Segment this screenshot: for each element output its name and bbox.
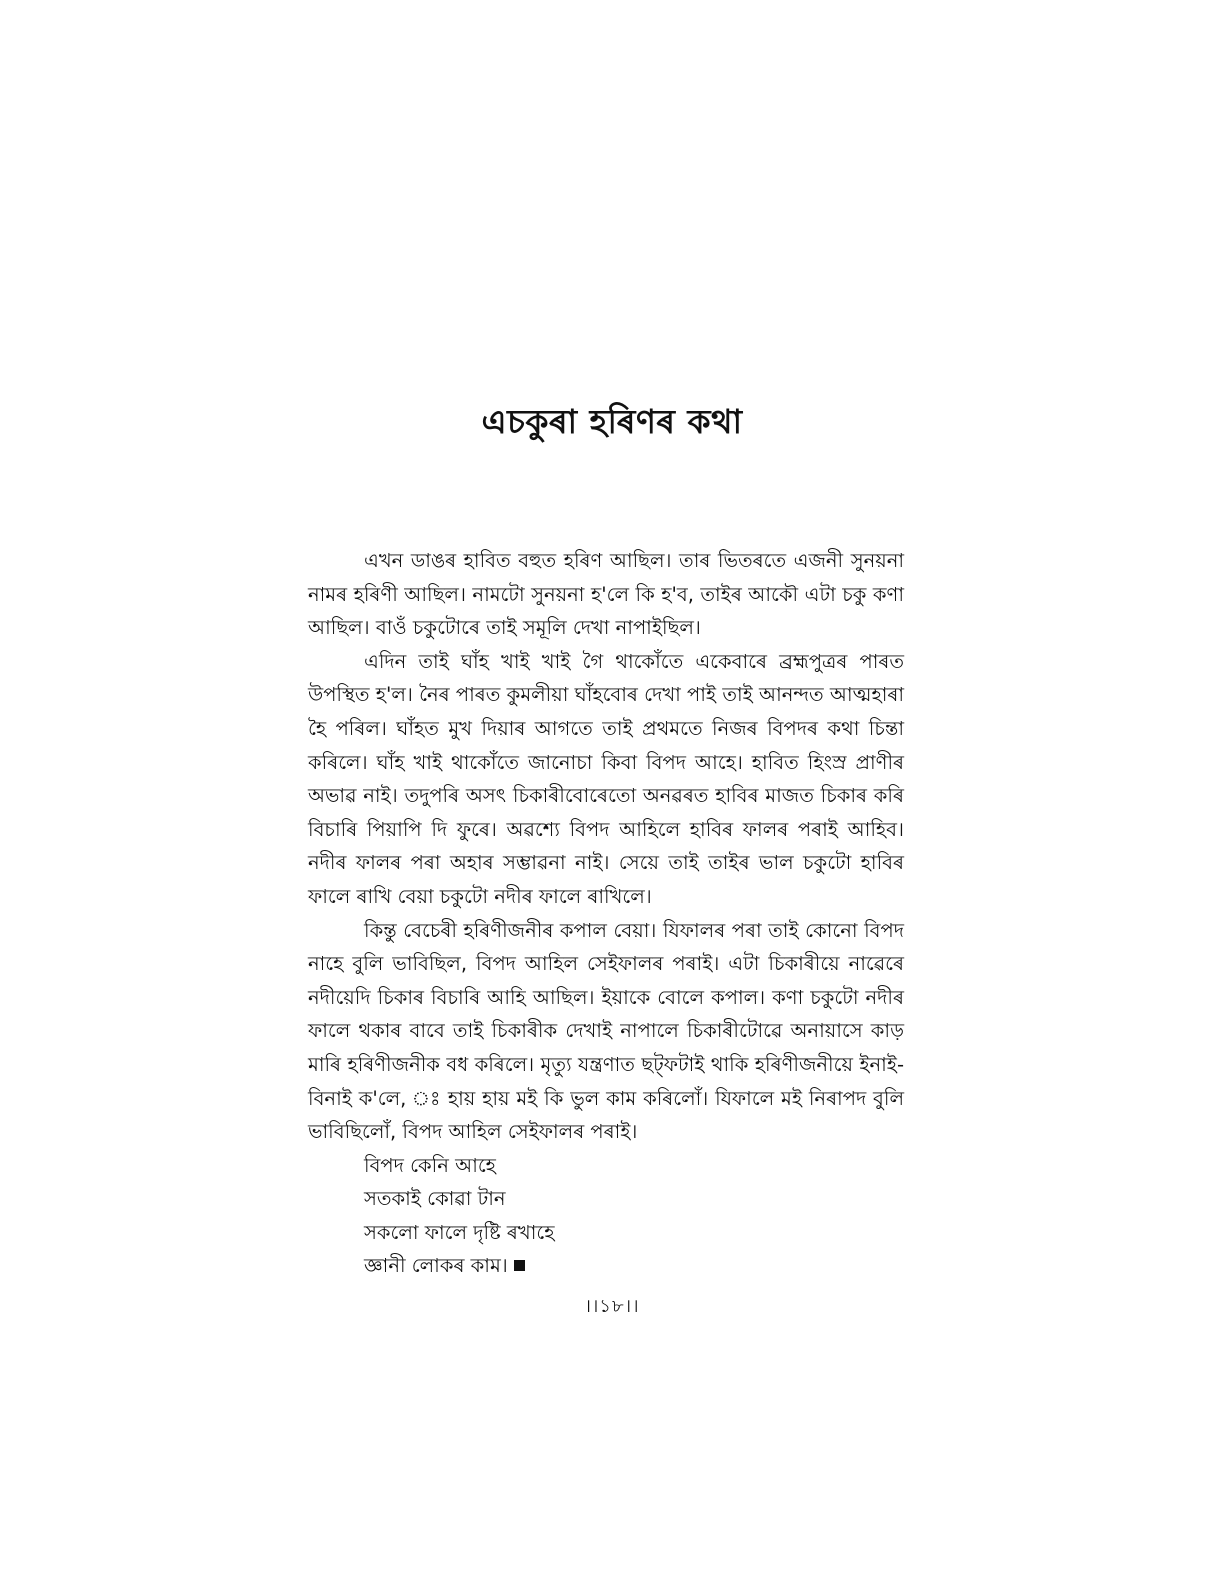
paragraph-1: এখন ডাঙৰ হাবিত বহুত হৰিণ আছিল। তাৰ ভিতৰতে এজনী সুনয়না নামৰ হৰিণী আছিল। নামটো সুনয়না হ'লে কি হ'ব, তাইৰ আকৌ এটা চকু কণা আছিল। বাওঁ চকুটোৰে তাই সমূলি দেখা নাপাইছিল। [308,549,904,640]
story-title: এচকুৰা হৰিণৰ কথা [481,402,743,441]
verse-line-3: সকলো ফালে দৃষ্টি ৰখাহে [364,1220,555,1244]
paragraph-2: এদিন তাই ঘাঁহ খাই খাই গৈ থাকোঁতে একেবাৰে ব্ৰহ্মপুত্ৰৰ পাৰত উপস্থিত হ'ল। নৈৰ পাৰত কুমলীয়া ঘাঁহবোৰ দেখা পাই তাই আনন্দত আত্মহাৰা হৈ পৰিল। ঘাঁহত মুখ দিয়াৰ আগতে তাই প্ৰথমতে নিজৰ বিপদৰ কথা চিন্তা কৰিলে। ঘাঁহ খাই থাকোঁতে জানোচা কিবা বিপদ আহে। হাবিত হিংস্ৰ প্ৰাণীৰ অভাৱ নাই। তদুপৰি অসৎ চিকাৰীবোৰেতো অনৱৰত হাবিৰ মাজত চিকাৰ কৰি বিচাৰি পিয়াপি দি ফুৰে। অৱশ্যে বিপদ আহিলে হাবিৰ ফালৰ পৰাই আহিব। নদীৰ ফালৰ পৰা অহাৰ সম্ভাৱনা নাই। সেয়ে তাই তাইৰ ভাল চকুটো হাবিৰ ফালে ৰাখি বেয়া চকুটো নদীৰ ফালে ৰাখিলে। [308,649,904,908]
end-square-icon [514,1260,525,1271]
paragraph-3: কিন্তু বেচেৰী হৰিণীজনীৰ কপাল বেয়া। যিফালৰ পৰা তাই কোনো বিপদ নাহে বুলি ভাবিছিল, বিপদ আহিল সেইফালৰ পৰাই। এটা চিকাৰীয়ে নাৱেৰে নদীয়েদি চিকাৰ বিচাৰি আহি আছিল। ইয়াকে বোলে কপাল। কণা চকুটো নদীৰ ফালে থকাৰ বাবে তাই চিকাৰীক দেখাই নাপালে চিকাৰীটোৱে অনায়াসে কাড় মাৰি হৰিণীজনীক বধ কৰিলে। মৃত্যু যন্ত্ৰণাত ছট্‌ফটাই থাকি হৰিণীজনীয়ে ইনাই-বিনাই ক'লে, ঃ হায় হায় মই কি ভুল কাম কৰিলোঁ। যিফালে মই নিৰাপদ বুলি ভাবিছিলোঁ, বিপদ আহিল সেইফালৰ পৰাই। [308,918,904,1144]
verse-line-4-wrapper [364,1249,904,1283]
verse-line-1: বিপদ কেনি আহে [364,1153,496,1177]
story-body [308,544,904,1283]
page-number: ।।১৮।। [584,1296,640,1317]
verse-line-4: জ্ঞানী লোকৰ কাম। [364,1254,508,1278]
verse-line-2: সতকাই কোৱা টান [364,1187,506,1211]
moral-verse [308,1149,904,1283]
